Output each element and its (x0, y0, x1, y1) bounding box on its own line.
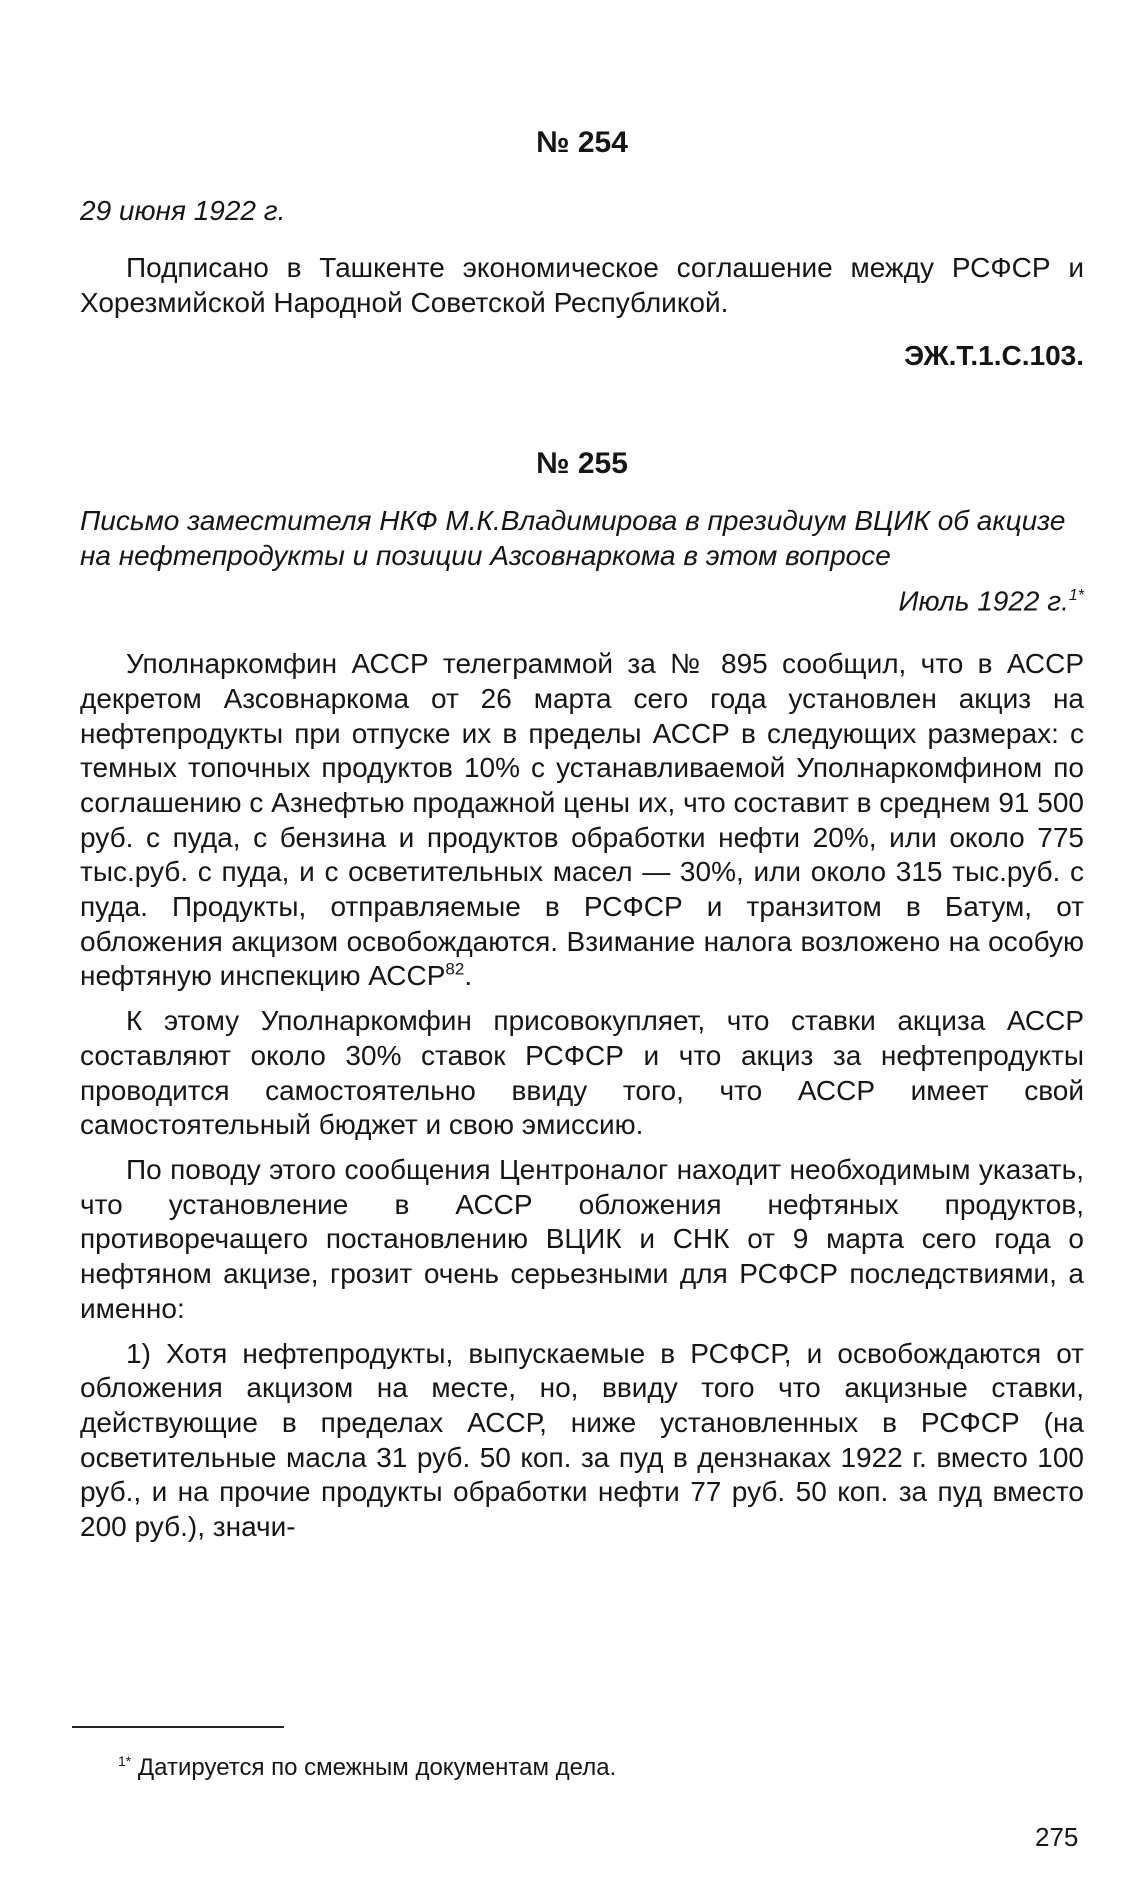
document-date-254: 29 июня 1922 г. (80, 195, 286, 226)
paragraph-4: 1) Хотя нефтепродукты, выпускаемые в РСФСР, и освобождаются от обложения акцизом на месте, но, ввиду того что акцизные ставки, действующие в пределах АССР, ниже установленных в РСФСР (на осветительные масла 31 руб. 50 коп. за пуд в дензнаках 1922 г. вместо 100 руб., и на прочие продукты обработки нефти 77 руб. 50 коп. за пуд вместо 200 руб.), значи- (80, 1337, 1084, 1543)
source-reference: ЭЖ.Т.1.С.103. (904, 340, 1084, 372)
paragraph-2: К этому Уполнаркомфин присовокупляет, что ставки акциза АССР составляют около 30% ставок РСФСР и что акциз за нефтепродукты проводится самостоятельно ввиду того, что АССР имеет свой самостоятельный бюджет и свою эмиссию. (80, 1005, 1084, 1141)
paragraph-1 (80, 647, 1084, 994)
document-number-255: № 255 (536, 447, 628, 481)
date-footnote-mark: 1* (1068, 586, 1084, 604)
footnote-text: Датируется по смежным документам дела. (137, 1754, 617, 1781)
endnote-ref-82: 82 (445, 960, 465, 980)
document-page (80, 125, 1084, 1545)
document-number-254: № 254 (536, 126, 628, 159)
footnote-divider (72, 1726, 284, 1728)
document-title-255: Письмо заместителя НКФ М.К.Владимирова в президиум ВЦИК об акцизе на нефтепродукты и позиции Азсовнаркома в этом вопросе (80, 505, 1066, 572)
letter-body (80, 647, 1084, 1545)
document-summary-254: Подписано в Ташкенте экономическое соглашение между РСФСР и Хорезмийской Народной Советской Республикой. (80, 252, 1084, 318)
page-number: 275 (1035, 1822, 1079, 1852)
paragraph-3: По поводу этого сообщения Центроналог находит необходимым указать, что установление в АССР обложения нефтяных продуктов, противоречащего постановлению ВЦИК и СНК от 9 марта сего года о нефтяном акцизе, грозит очень серьезными для РСФСР последствиями, а именно: (80, 1153, 1084, 1324)
footnote-mark: 1* (118, 1753, 132, 1769)
paragraph-1-end: . (464, 960, 473, 992)
paragraph-1-text: Уполнаркомфин АССР телеграммой за № 895 сообщил, что в АССР декретом Азсовнаркома от 26 марта сего года установлен акциз на нефтепродукты при отпуске их в пределы АССР в следующих размерах: с темных топочных продуктов 10% с устанавливаемой Уполнаркомфином по соглашению с Азнефтью продажной цены их, что составит в среднем 91 500 руб. с пуда, с бензина и продуктов обработки нефти 20%, или около 775 тыс.руб. с пуда, и с осветительных масел — 30%, или около 315 тыс.руб. с пуда. Продукты, отправляемые в РСФСР и транзитом в Батум, от обложения акцизом освобождаются. Взимание налога возложено на особую нефтяную инспекцию АССР (80, 648, 1084, 992)
footnote (118, 1746, 616, 1783)
document-date-text: Июль 1922 г. (898, 585, 1069, 617)
document-date-255 (80, 578, 1084, 619)
